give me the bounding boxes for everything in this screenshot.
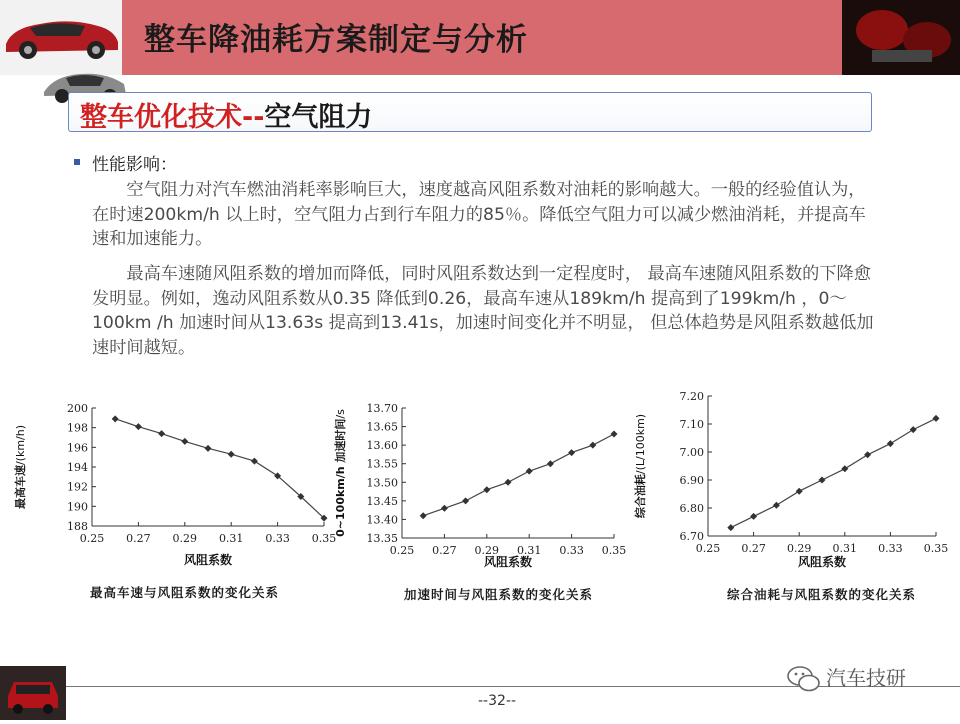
data-point	[611, 431, 618, 438]
y-tick-label: 13.40	[366, 513, 398, 527]
data-point	[112, 415, 119, 422]
data-point	[205, 445, 212, 452]
chart-accel-time	[330, 388, 630, 598]
y-tick-label: 192	[67, 480, 88, 494]
x-tick-label: 0.25	[389, 544, 415, 557]
x-tick-label: 0.35	[601, 544, 627, 557]
data-point	[773, 502, 780, 509]
data-point	[505, 479, 512, 486]
data-point	[864, 451, 871, 458]
chart-max-speed	[10, 388, 337, 598]
data-point	[589, 442, 596, 449]
x-tick-label: 0.27	[126, 532, 151, 545]
paragraph-1: 空气阻力对汽车燃油消耗率影响巨大，速度越高风阻系数对油耗的影响越大。一般的经验值认为，在时速200km/h 以上时，空气阻力占到行车阻力的85％。降低空气阻力可以减少燃油消耗，并提高车速和加速能力。	[92, 180, 866, 249]
series-line	[115, 419, 324, 518]
section-title-rest: 空气阻力	[264, 102, 373, 133]
data-point	[910, 426, 917, 433]
section-title-red: 整车优化技术--	[80, 102, 265, 133]
data-point	[933, 415, 940, 422]
x-tick-label: 0.31	[832, 542, 858, 555]
watermark-text: 汽车技研	[826, 666, 906, 690]
chart-caption-1: 最高车速与风阻系数的变化关系	[90, 585, 280, 600]
y-tick-label: 7.20	[679, 390, 704, 403]
data-point	[181, 438, 188, 445]
x-tick-label: 0.33	[559, 544, 584, 557]
paragraph-2: 最高车速随风阻系数的增加而降低，同时风阻系数达到一定程度时， 最高车速随风阻系数的下降愈发明显。例如，逸动风阻系数从0.35 降低到0.26，最高车速从189km/h 提高到了199km/h ，0～100km /h 加速时间从13.63s 提高到13.41s，加速时间变化并不明显， 但总体趋势是风阻系数越低加速时间越短。	[92, 264, 874, 358]
x-tick-label: 0.27	[741, 542, 766, 555]
data-point	[158, 430, 165, 437]
y-axis-label: 综合油耗/(L/100km)	[634, 413, 647, 519]
y-tick-label: 13.70	[366, 402, 398, 415]
series-line	[731, 418, 936, 527]
data-point	[228, 451, 235, 458]
data-point	[796, 488, 803, 495]
y-tick-label: 198	[67, 421, 88, 435]
x-tick-label: 0.29	[474, 544, 500, 557]
y-tick-label: 13.45	[366, 494, 398, 508]
engine-image-top-right	[842, 0, 960, 75]
y-tick-label: 190	[67, 500, 88, 514]
y-tick-label: 7.10	[679, 418, 704, 431]
slide-title: 整车降油耗方案制定与分析	[144, 22, 528, 58]
y-tick-label: 7.00	[679, 446, 704, 459]
x-tick-label: 0.25	[79, 532, 105, 545]
x-tick-label: 0.33	[265, 532, 290, 545]
y-tick-label: 13.65	[366, 420, 398, 434]
x-tick-label: 0.27	[432, 544, 457, 557]
section-title	[80, 95, 372, 134]
data-point	[841, 465, 848, 472]
series-line	[423, 434, 614, 516]
y-tick-label: 6.90	[679, 474, 704, 487]
data-point	[887, 440, 894, 447]
y-tick-label: 6.80	[679, 502, 704, 515]
data-point	[727, 524, 734, 531]
y-tick-label: 13.35	[366, 532, 398, 545]
x-tick-label: 0.29	[786, 542, 812, 555]
y-tick-label: 200	[67, 402, 88, 415]
data-point	[251, 458, 258, 465]
y-tick-label: 13.60	[366, 439, 398, 453]
x-axis-label: 风阻系数	[797, 555, 847, 569]
bullet-label: 性能影响：	[92, 155, 177, 175]
page-number: --32--	[478, 693, 517, 709]
data-point	[483, 486, 490, 493]
y-tick-label: 194	[67, 461, 88, 474]
x-tick-label: 0.31	[218, 532, 244, 545]
chart-caption-2: 加速时间与风阻系数的变化关系	[404, 587, 594, 602]
chart-caption-3: 综合油耗与风阻系数的变化关系	[727, 587, 917, 602]
data-point	[568, 449, 575, 456]
x-tick-label: 0.25	[695, 542, 721, 555]
data-point	[526, 468, 533, 475]
x-tick-label: 0.31	[516, 544, 542, 557]
data-point	[547, 460, 554, 467]
wechat-icon	[786, 664, 822, 694]
data-point	[135, 423, 142, 430]
y-axis-label: 最高车速/(km/h)	[14, 424, 27, 510]
y-tick-label: 13.50	[366, 476, 398, 490]
y-tick-label: 13.55	[366, 457, 398, 471]
data-point	[750, 513, 757, 520]
car-image-bottom-left	[0, 666, 66, 720]
data-point	[420, 512, 427, 519]
data-point	[462, 497, 469, 504]
data-point	[441, 505, 448, 512]
chart-fuel-consumption	[630, 382, 950, 600]
x-axis-label: 风阻系数	[483, 555, 533, 569]
x-tick-label: 0.35	[311, 532, 337, 545]
y-tick-label: 6.70	[679, 530, 704, 543]
bullet-square-icon	[74, 159, 80, 165]
x-tick-label: 0.33	[878, 542, 903, 555]
x-tick-label: 0.29	[172, 532, 198, 545]
x-axis-label: 风阻系数	[183, 553, 233, 567]
data-point	[819, 477, 826, 484]
y-tick-label: 196	[67, 441, 88, 455]
y-axis-label: 0~100km/h 加速时间/s	[334, 409, 347, 537]
y-tick-label: 188	[67, 520, 88, 533]
x-tick-label: 0.35	[923, 542, 949, 555]
